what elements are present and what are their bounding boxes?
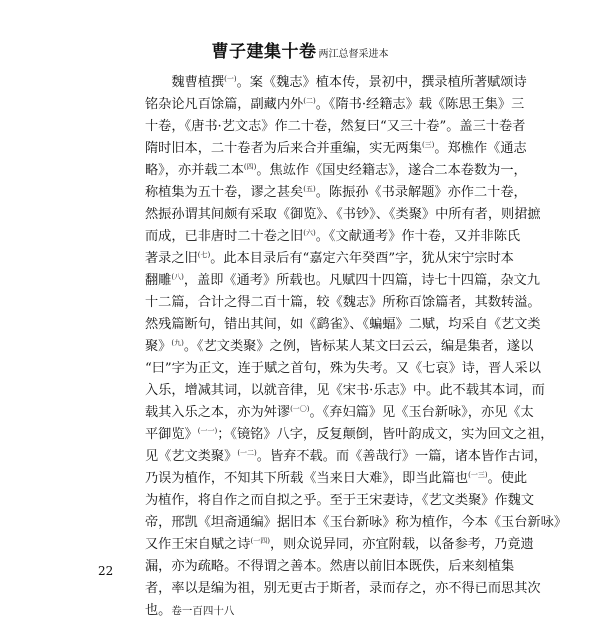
- text-segment: 铭杂论凡百馀篇，副藏内外: [145, 97, 304, 112]
- text-segment: ，盖即《通考》所载也。凡赋四十四篇，诗七十四篇，杂文九: [183, 273, 540, 288]
- footnote-marker: (一): [224, 75, 237, 83]
- text-line: [145, 226, 521, 248]
- body-text: [145, 72, 567, 622]
- text-segment: 。案《魏志》植本传，景初中，撰录植所著赋颂诗: [236, 75, 527, 90]
- text-segment: 。此本目录后有“嘉定六年癸酉”字，犹从宋宁宗时本: [210, 251, 514, 266]
- text-line: [145, 138, 527, 160]
- text-segment: ；《镜铭》八字，反复颠倒，皆叶韵成文，实为回文之祖，: [217, 427, 554, 442]
- text-segment: 平御览》: [145, 427, 198, 442]
- text-segment: 然振孙谓其间颇有采取《御览》、《书钞》、《类聚》中所有者，则捃摭: [145, 207, 541, 222]
- text-line: [145, 490, 535, 512]
- page-number: 22: [98, 564, 114, 578]
- text-line: [145, 380, 545, 402]
- text-line: [145, 534, 534, 556]
- footnote-marker: (一三): [468, 471, 488, 479]
- text-segment: 乃误为植作，不知其下所载《当来日大难》，即当此篇也: [145, 471, 469, 486]
- text-segment: 隋时旧本，二十卷者为后来合并重编，实无两集: [145, 141, 422, 156]
- text-segment: 称植集为五十卷，谬之甚矣: [145, 185, 304, 200]
- text-line: [145, 72, 527, 94]
- text-segment: 入乐，增减其词，以就音律，见《宋书·乐志》中。此不载其本词，而: [145, 383, 545, 398]
- text-line: [145, 116, 526, 138]
- text-segment: 而成，已非唐时二十卷之旧: [145, 229, 304, 244]
- text-segment: 翻雕: [145, 273, 172, 288]
- text-line: [145, 204, 541, 226]
- text-line: [145, 424, 554, 446]
- text-segment: 然残篇断句，错出其间，如《鹞雀》、《蝙蝠》二赋，均采自《艺文类: [145, 317, 541, 332]
- text-line: [145, 358, 541, 380]
- text-segment: 。《弃妇篇》见《玉台新咏》，亦见《太: [309, 405, 534, 420]
- text-segment: 著录之旧: [145, 251, 198, 266]
- text-segment: 。《艺文类聚》之例，皆标某人某文曰云云，编是集者，遂以: [183, 339, 534, 354]
- text-segment: “曰”字为正文，连于赋之首句，殊为失考。又《七哀》诗，晋人采以: [145, 361, 541, 376]
- text-segment: 载其入乐之本，亦为舛谬: [145, 405, 291, 420]
- text-segment: 。皆弃不载。而《善哉行》一篇，诸本皆作古词，: [256, 449, 547, 464]
- footnote-marker: (一一): [197, 427, 218, 435]
- text-line: [145, 160, 527, 182]
- text-line: [145, 512, 567, 534]
- text-line: [145, 270, 540, 292]
- text-segment: 又作王宋自赋之诗: [145, 537, 251, 552]
- text-segment: 。使此: [487, 471, 528, 486]
- text-segment: 帝，邢凯《坦斋通编》据旧本《玉台新咏》称为植作，今本《玉台新咏》: [145, 515, 567, 530]
- footnote-marker: (六): [303, 229, 316, 237]
- text-line: [145, 336, 534, 358]
- footnote-marker: (一〇): [290, 405, 310, 413]
- footnote-marker: (五): [303, 185, 316, 193]
- text-line: [145, 578, 541, 600]
- text-line: [145, 468, 528, 490]
- text-line: [145, 182, 527, 204]
- text-segment: 。焦竑作《国史经籍志》，遂合二本卷数为一，: [256, 163, 527, 178]
- text-line: [145, 292, 541, 314]
- footnote-marker: (三): [421, 141, 435, 149]
- text-segment: ，则众说异同，亦宜附载，以备参考，乃竟遗: [269, 537, 534, 552]
- page-header: [0, 40, 600, 67]
- text-segment: 者，率以是编为祖，别无更古于斯者，录而存之，亦不得已而思其次: [145, 581, 541, 596]
- text-segment: 十卷，《唐书·艺文志》作二十卷，然复曰“又三十卷”。盖三十卷者: [145, 119, 526, 134]
- footnote-marker: (八): [171, 273, 184, 281]
- text-segment: 十二篇，合计之得二百十篇，较《魏志》所称百馀篇者，其数转溢。: [145, 295, 541, 310]
- volume-reference: 卷一百四十八: [171, 605, 235, 617]
- text-segment: 为植作，将自作之而自拟之乎。至于王宋妻诗，《艺文类聚》作魏文: [145, 493, 535, 508]
- footnote-marker: (一二): [237, 449, 257, 457]
- text-segment: 漏，亦为疏略。不得谓之善本。然唐以前旧本既佚，后来刻植集: [145, 559, 515, 574]
- text-line: [145, 402, 534, 424]
- text-segment: 。郑樵作《通志: [434, 141, 527, 156]
- footnote-marker: (一四): [250, 537, 270, 545]
- text-line: [145, 94, 525, 116]
- page-title: 曹子建集十卷: [211, 42, 317, 62]
- text-line: [145, 248, 514, 270]
- text-segment: 。陈振孙《书录解题》亦作二十卷，: [315, 185, 527, 200]
- text-segment: 。《文献通考》作十卷，又并非陈氏: [315, 229, 521, 244]
- footnote-marker: (九): [171, 339, 184, 347]
- footnote-marker: (二): [303, 97, 316, 105]
- text-line: [145, 556, 515, 578]
- text-segment: 略》，亦并载二本: [145, 163, 244, 178]
- text-line: [145, 600, 465, 622]
- footnote-marker: (四): [243, 163, 257, 171]
- text-line: [145, 446, 547, 468]
- page-subtitle: 两江总督采进本: [318, 49, 389, 60]
- text-segment: 。《隋书·经籍志》载《陈思王集》三: [315, 97, 525, 112]
- text-segment: 见《艺文类聚》: [145, 449, 238, 464]
- text-segment: 也。: [145, 603, 172, 618]
- text-segment: 聚》: [145, 339, 172, 354]
- text-line: [145, 314, 541, 336]
- footnote-marker: (七): [197, 251, 211, 259]
- text-segment: 魏曹植撰: [171, 75, 225, 90]
